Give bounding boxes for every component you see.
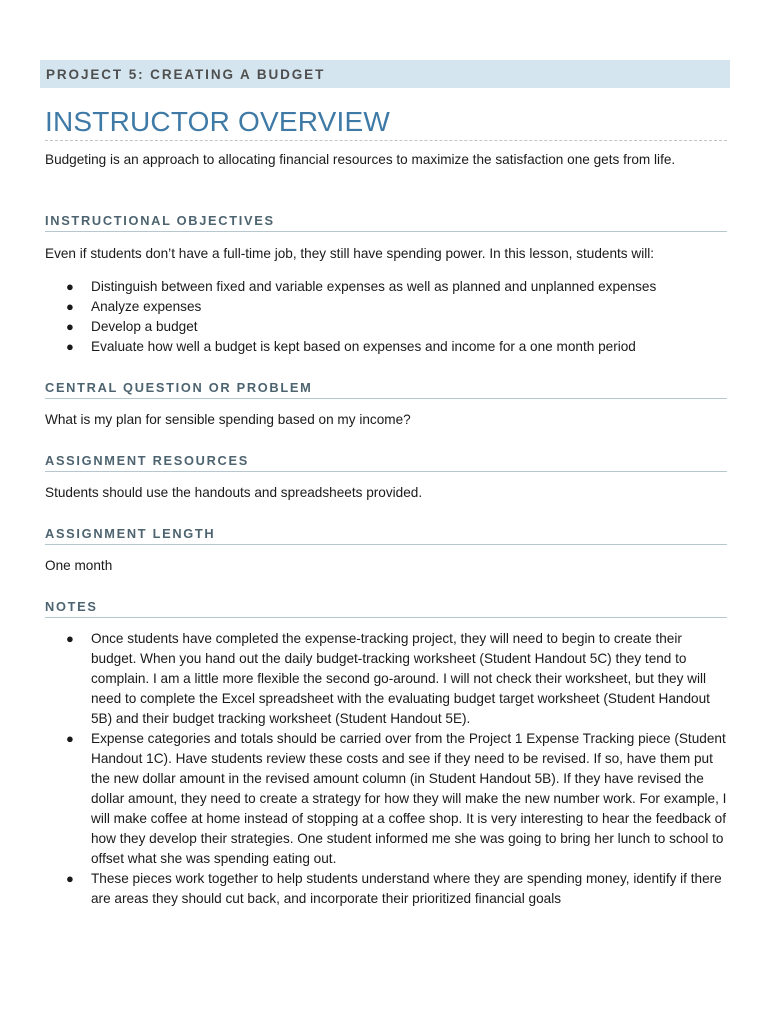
list-item bbox=[45, 629, 727, 729]
list-item-text: Once students have completed the expense-tracking project, they will need to begin to create their budget. When you hand out the daily budget-tracking worksheet (Student Handout 5C) they tend to complain. I am a little more flexible the second go-around. I will not check their worksheet, but they will need to complete the Excel spreadsheet with the evaluating budget target worksheet (Student Handout 5B) and their budget tracking worksheet (Student Handout 5E). bbox=[91, 631, 710, 726]
bullet-icon: ● bbox=[66, 279, 74, 294]
bullet-icon: ● bbox=[66, 631, 74, 646]
intro-paragraph: Budgeting is an approach to allocating financial resources to maximize the satisfaction one gets from life. bbox=[45, 152, 676, 167]
bullet-icon: ● bbox=[66, 339, 74, 354]
resources-heading: ASSIGNMENT RESOURCES bbox=[45, 453, 727, 472]
list-item-text: Develop a budget bbox=[91, 319, 198, 334]
list-item-text: Distinguish between fixed and variable expenses as well as planned and unplanned expenses bbox=[91, 279, 657, 294]
project-label: PROJECT 5: CREATING A BUDGET bbox=[40, 60, 730, 88]
list-item-text: Evaluate how well a budget is kept based on expenses and income for a one month period bbox=[91, 339, 636, 354]
central-question-text: What is my plan for sensible spending based on my income? bbox=[45, 412, 411, 427]
notes-list bbox=[45, 629, 727, 909]
list-item bbox=[45, 297, 730, 317]
bullet-icon: ● bbox=[66, 871, 74, 886]
list-item-text: These pieces work together to help students understand where they are spending money, identify if there are areas they should cut back, and incorporate their prioritized financial goals bbox=[91, 871, 722, 906]
list-item bbox=[45, 317, 730, 337]
central-question-heading: CENTRAL QUESTION OR PROBLEM bbox=[45, 380, 727, 399]
bullet-icon: ● bbox=[66, 299, 74, 314]
list-item bbox=[45, 337, 730, 357]
list-item bbox=[45, 729, 727, 869]
list-item-text: Analyze expenses bbox=[91, 299, 202, 314]
objectives-lead: Even if students don’t have a full-time job, they still have spending power. In this lesson, students will: bbox=[45, 246, 655, 261]
list-item bbox=[45, 277, 730, 297]
length-text: One month bbox=[45, 558, 113, 573]
bullet-icon: ● bbox=[66, 731, 74, 746]
length-heading: ASSIGNMENT LENGTH bbox=[45, 526, 727, 545]
list-item bbox=[45, 869, 727, 909]
page-title: INSTRUCTOR OVERVIEW bbox=[45, 104, 727, 141]
bullet-icon: ● bbox=[66, 319, 74, 334]
objectives-heading: INSTRUCTIONAL OBJECTIVES bbox=[45, 213, 727, 232]
resources-text: Students should use the handouts and spreadsheets provided. bbox=[45, 485, 423, 500]
notes-heading: NOTES bbox=[45, 599, 727, 618]
objectives-list bbox=[45, 277, 730, 357]
list-item-text: Expense categories and totals should be carried over from the Project 1 Expense Tracking piece (Student Handout 1C). Have students review these costs and see if they need to be revised. If so, have them put the new dollar amount in the revised amount column (in Student Handout 5B). If they have revised the dollar amount, they need to create a strategy for how they will make the new number work. For example, I will make coffee at home instead of stopping at a coffee shop. It is very interesting to hear the feedback of how they develop their strategies. One student informed me she was going to bring her lunch to school to offset what she was spending eating out. bbox=[91, 731, 727, 866]
